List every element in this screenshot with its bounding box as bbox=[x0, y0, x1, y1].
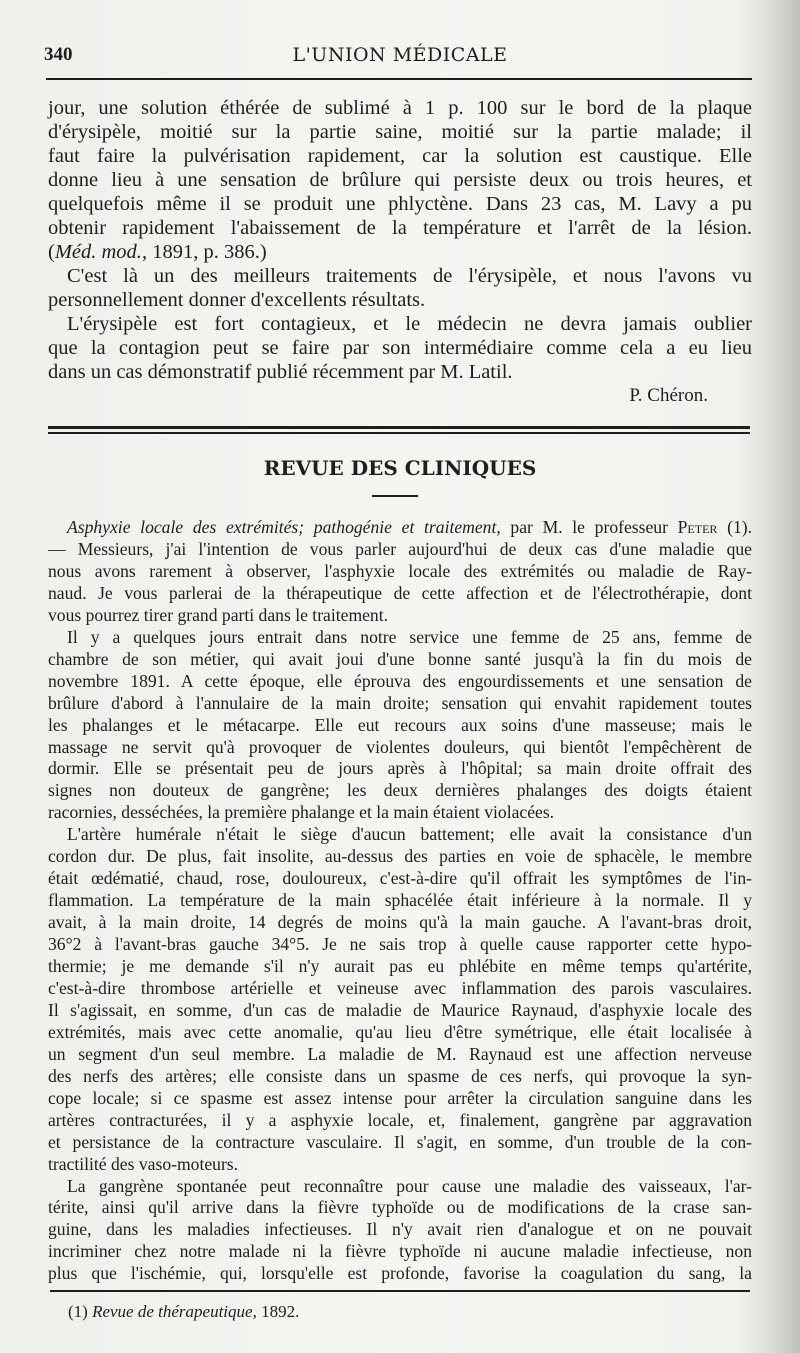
text-line bbox=[48, 240, 752, 264]
text-line: thermie; je me demande s'il n'y aurait pas eu phlébite en même temps qu'artérite, bbox=[48, 956, 752, 976]
text-line: Il s'agissait, en somme, d'un cas de maladie de Maurice Raynaud, d'asphyxie locale des bbox=[48, 999, 752, 1020]
text-line: — Messieurs, j'ai l'intention de vous parler aujourd'hui de deux cas d'une maladie que bbox=[48, 538, 752, 559]
text-line: était œdématié, chaud, rose, douloureux, c'est-à-dire qu'il offrait les symptômes de l'in- bbox=[48, 868, 752, 889]
text-line: flammation. La température de la main sphacélée était inférieure à la normale. Il y bbox=[48, 890, 752, 911]
text-line: extrémités, mais avec cette anomalie, qu'au lieu d'être symétrique, elle était localisée à bbox=[48, 1021, 752, 1042]
text-line: avait, à la main droite, 14 degrés de moins qu'à la main gauche. A l'avant-bras droit, bbox=[48, 912, 752, 933]
text-line: naud. Je vous parlerai de la thérapeutique de cette affection et de l'électrothérapie, dont bbox=[48, 582, 752, 603]
title-underline bbox=[372, 495, 418, 497]
text-segment: (1). bbox=[717, 517, 753, 537]
text-segment: ( bbox=[48, 241, 55, 263]
text-line: les phalanges et le métacarpe. Elle eut recours aux soins d'une masseuse; mais le bbox=[48, 714, 752, 735]
running-title: L'UNION MÉDICALE bbox=[292, 44, 508, 66]
text-line: obtenir rapidement l'abaissement de la température et l'arrêt de la lésion. bbox=[48, 217, 752, 239]
text-line: donne lieu à une sensation de brûlure qui persiste deux ou trois heures, et bbox=[48, 169, 752, 191]
text-line: La gangrène spontanée peut reconnaître pour cause une maladie des vaisseaux, l'ar- bbox=[67, 1175, 752, 1196]
text-line: chambre de son métier, qui avait joui d'une bonne santé jusqu'à la fin du mois de bbox=[48, 648, 752, 669]
text-line: et persistance de la contracture vasculaire. Il s'agit, en somme, d'un trouble de la con- bbox=[48, 1131, 752, 1152]
text-line: Il y a quelques jours entrait dans notre service une femme de 25 ans, femme de bbox=[67, 626, 752, 647]
text-line: L'érysipèle est fort contagieux, et le médecin ne devra jamais oublier bbox=[67, 313, 752, 335]
text-line: L'artère humérale n'était le siège d'aucun battement; elle avait la consistance d'un bbox=[67, 824, 752, 845]
text-segment: Revue de thérapeutique bbox=[92, 1302, 253, 1321]
page-number: 340 bbox=[44, 44, 73, 65]
text-line: quelquefois même il se produit une phlyctène. Dans 23 cas, M. Lavy a pu bbox=[48, 193, 752, 215]
text-line: cordon dur. De plus, fait insolite, au-dessus des parties en voie de sphacèle, le membre bbox=[48, 846, 752, 867]
text-segment: Peter bbox=[677, 517, 718, 537]
text-segment: , 1891, p. 386.) bbox=[141, 241, 267, 263]
footnote-rule bbox=[50, 1290, 750, 1292]
text-line: des nerfs des artères; elle consiste dans un spasme de ces nerfs, qui provoque la syn- bbox=[48, 1065, 752, 1086]
text-line: cope locale; si ce spasme est assez intense pour arrêter la circulation sanguine dans les bbox=[48, 1087, 752, 1108]
text-line: que la contagion peut se faire par son intermédiaire comme cela a eu lieu bbox=[48, 337, 752, 359]
signature: P. Chéron. bbox=[629, 385, 708, 406]
text-segment: Asphyxie locale des extrémités; pathogénie et traitement bbox=[67, 517, 497, 537]
text-line: térite, ainsi qu'il arrive dans la fièvre typhoïde ou de modifications de la crase san- bbox=[48, 1197, 752, 1218]
text-segment: (1) bbox=[68, 1302, 93, 1321]
text-line: artères contracturées, il y a asphyxie locale, et, finalement, gangrène par aggravation bbox=[48, 1109, 752, 1130]
section-title: REVUE DES CLINIQUES bbox=[263, 456, 537, 480]
text-line: d'érysipèle, moitié sur la partie saine, moitié sur la partie malade; il bbox=[48, 121, 752, 143]
text-line: incriminer chez notre malade ni la fièvre typhoïde ni aucune maladie infectieuse, non bbox=[48, 1241, 752, 1262]
text-line: vous pourrez tirer grand parti dans le traitement. bbox=[48, 604, 389, 625]
text-line: 36°2 à l'avant-bras gauche 34°5. Je ne sais trop à quelle cause rapporter cette hypo- bbox=[48, 934, 752, 955]
text-line: novembre 1891. A cette époque, elle éprouva des engourdissements et une sensation de bbox=[48, 670, 752, 691]
text-line: signes non douteux de gangrène; les deux dernières phalanges des doigts étaient bbox=[48, 780, 752, 801]
text-line: faut faire la pulvérisation rapidement, car la solution est caustique. Elle bbox=[48, 145, 752, 167]
text-line: plus que l'ischémie, qui, lorsqu'elle est profonde, favorise la coagulation du sang, la bbox=[48, 1263, 752, 1284]
text-line: massage ne servit qu'à provoquer de violentes douleurs, qui bientôt l'empêchèrent de bbox=[48, 736, 752, 757]
text-line: c'est-à-dire thrombose artérielle et veineuse avec inflammation des parois vasculaires. bbox=[48, 977, 752, 998]
text-line: personnellement donner d'excellents résultats. bbox=[48, 289, 426, 311]
section-divider-top bbox=[48, 426, 750, 429]
text-segment: , par M. le professeur bbox=[496, 517, 678, 537]
text-line: un segment d'un seul membre. La maladie de M. Raynaud est une affection nerveuse bbox=[48, 1043, 752, 1064]
text-line: tractilité des vaso-moteurs. bbox=[48, 1153, 239, 1174]
header-rule bbox=[46, 78, 752, 80]
text-line bbox=[67, 516, 752, 538]
text-line: dans un cas démonstratif publié récemment par M. Latil. bbox=[48, 361, 513, 383]
text-line: dormir. Elle se présentait peu de jours après à l'hôpital; sa main droite offrait des bbox=[48, 758, 752, 779]
text-segment: , 1892. bbox=[252, 1302, 300, 1321]
text-segment: Méd. mod. bbox=[54, 241, 142, 263]
section-divider-bottom bbox=[48, 432, 750, 434]
text-line: jour, une solution éthérée de sublimé à 1 p. 100 sur le bord de la plaque bbox=[48, 97, 752, 119]
text-line: C'est là un des meilleurs traitements de l'érysipèle, et nous l'avons vu bbox=[67, 265, 752, 287]
text-line: guine, dans les maladies infectieuses. Il n'y avait rien d'analogue et on ne pouvait bbox=[48, 1219, 752, 1240]
text-line: nous avons rarement à observer, l'asphyxie locale des extrémités ou maladie de Ray- bbox=[48, 560, 752, 581]
text-line: brûlure d'abord à l'annulaire de la main droite; sensation qui envahit rapidement toutes bbox=[48, 692, 752, 713]
footnote bbox=[68, 1302, 299, 1322]
text-line: racornies, desséchées, la première phalange et la main étaient violacées. bbox=[48, 802, 555, 823]
